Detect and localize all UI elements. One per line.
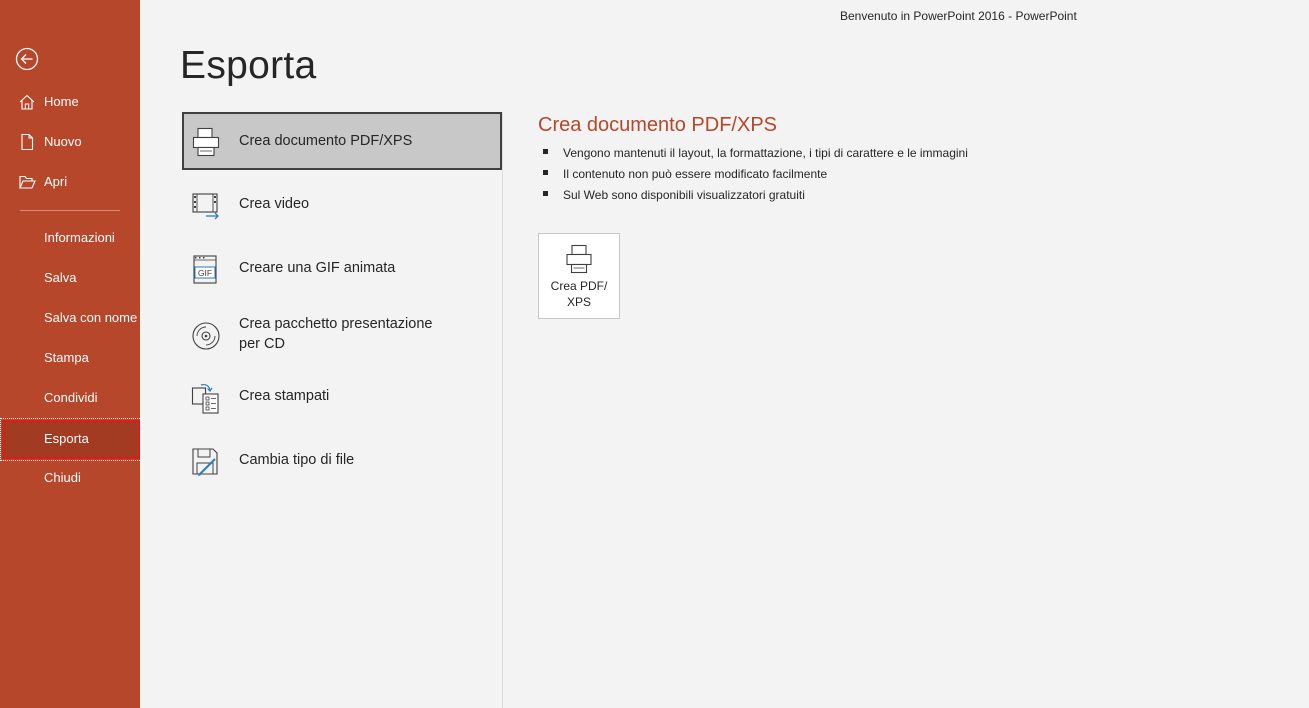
video-icon	[190, 190, 222, 222]
nav-print[interactable]	[0, 340, 140, 376]
nav-new[interactable]	[0, 124, 140, 160]
create-pdf-xps-button-label-line1: Crea PDF/	[550, 279, 608, 293]
detail-title: Crea documento PDF/XPS	[538, 114, 777, 136]
bullet-text: Il contenuto non può essere modificato facilmente	[563, 167, 828, 181]
option-create-gif-label: Creare una GIF animata	[239, 260, 396, 276]
bullet-text: Sul Web sono disponibili visualizzatori gratuiti	[563, 188, 805, 202]
nav-export[interactable]	[2, 420, 140, 459]
list-item	[540, 186, 968, 207]
option-create-pdf-xps[interactable]	[182, 112, 502, 170]
option-package-cd-label-line2: per CD	[239, 336, 285, 352]
nav-save-as[interactable]	[0, 300, 140, 336]
back-arrow-icon	[14, 46, 40, 72]
handouts-icon	[190, 382, 222, 414]
option-create-video[interactable]	[182, 176, 502, 234]
list-item	[540, 165, 968, 186]
nav-new-label: Nuovo	[44, 134, 82, 149]
option-create-gif[interactable]	[182, 240, 502, 298]
nav-open[interactable]	[0, 164, 140, 200]
gif-icon	[190, 254, 222, 286]
nav-home[interactable]	[0, 84, 140, 120]
nav-share[interactable]	[0, 380, 140, 416]
back-button[interactable]	[14, 46, 40, 72]
sidebar-divider	[20, 210, 120, 211]
option-create-pdf-xps-label: Crea documento PDF/XPS	[239, 133, 413, 149]
nav-open-label: Apri	[44, 174, 68, 189]
option-change-file-type[interactable]	[182, 432, 502, 490]
option-package-cd-label	[239, 314, 432, 354]
option-package-cd-label-line1: Crea pacchetto presentazione	[239, 316, 433, 332]
backstage-sidebar	[0, 0, 140, 708]
option-create-video-label: Crea video	[239, 196, 310, 212]
nav-save[interactable]	[0, 260, 140, 296]
option-change-file-type-label: Cambia tipo di file	[239, 452, 355, 468]
gif-icon-text: GIF	[197, 268, 213, 278]
option-create-handouts-label: Crea stampati	[239, 388, 330, 404]
nav-save-label: Salva	[44, 270, 77, 285]
option-package-cd[interactable]	[182, 304, 502, 368]
list-item	[540, 144, 968, 165]
change-file-type-icon	[190, 446, 222, 478]
nav-close[interactable]	[0, 460, 140, 496]
cd-icon	[190, 320, 222, 352]
create-pdf-xps-button-label	[539, 278, 619, 310]
bullet-icon	[543, 170, 548, 175]
detail-bullet-list	[540, 144, 968, 207]
nav-info-label: Informazioni	[44, 230, 115, 245]
pane-divider	[502, 112, 503, 708]
bullet-icon	[543, 149, 548, 154]
pdf-printer-icon	[565, 244, 593, 274]
bullet-text: Vengono mantenuti il layout, la formattazione, i tipi di carattere e le immagini	[563, 146, 968, 160]
open-folder-icon	[18, 173, 36, 191]
nav-print-label: Stampa	[44, 350, 89, 365]
pdf-printer-icon	[190, 126, 222, 158]
create-pdf-xps-button-label-line2: XPS	[566, 295, 591, 309]
window-title: Benvenuto in PowerPoint 2016 - PowerPoint	[840, 9, 1077, 23]
option-create-handouts[interactable]	[182, 368, 502, 426]
nav-close-label: Chiudi	[44, 470, 81, 485]
nav-share-label: Condividi	[44, 390, 98, 405]
nav-home-label: Home	[44, 94, 79, 109]
nav-export-label: Esporta	[44, 431, 89, 446]
nav-save-as-label: Salva con nome	[44, 310, 138, 325]
new-document-icon	[18, 133, 36, 151]
bullet-icon	[543, 191, 548, 196]
home-icon	[18, 93, 36, 111]
nav-info[interactable]	[0, 220, 140, 256]
page-title: Esporta	[180, 44, 317, 87]
create-pdf-xps-button[interactable]	[538, 233, 620, 319]
